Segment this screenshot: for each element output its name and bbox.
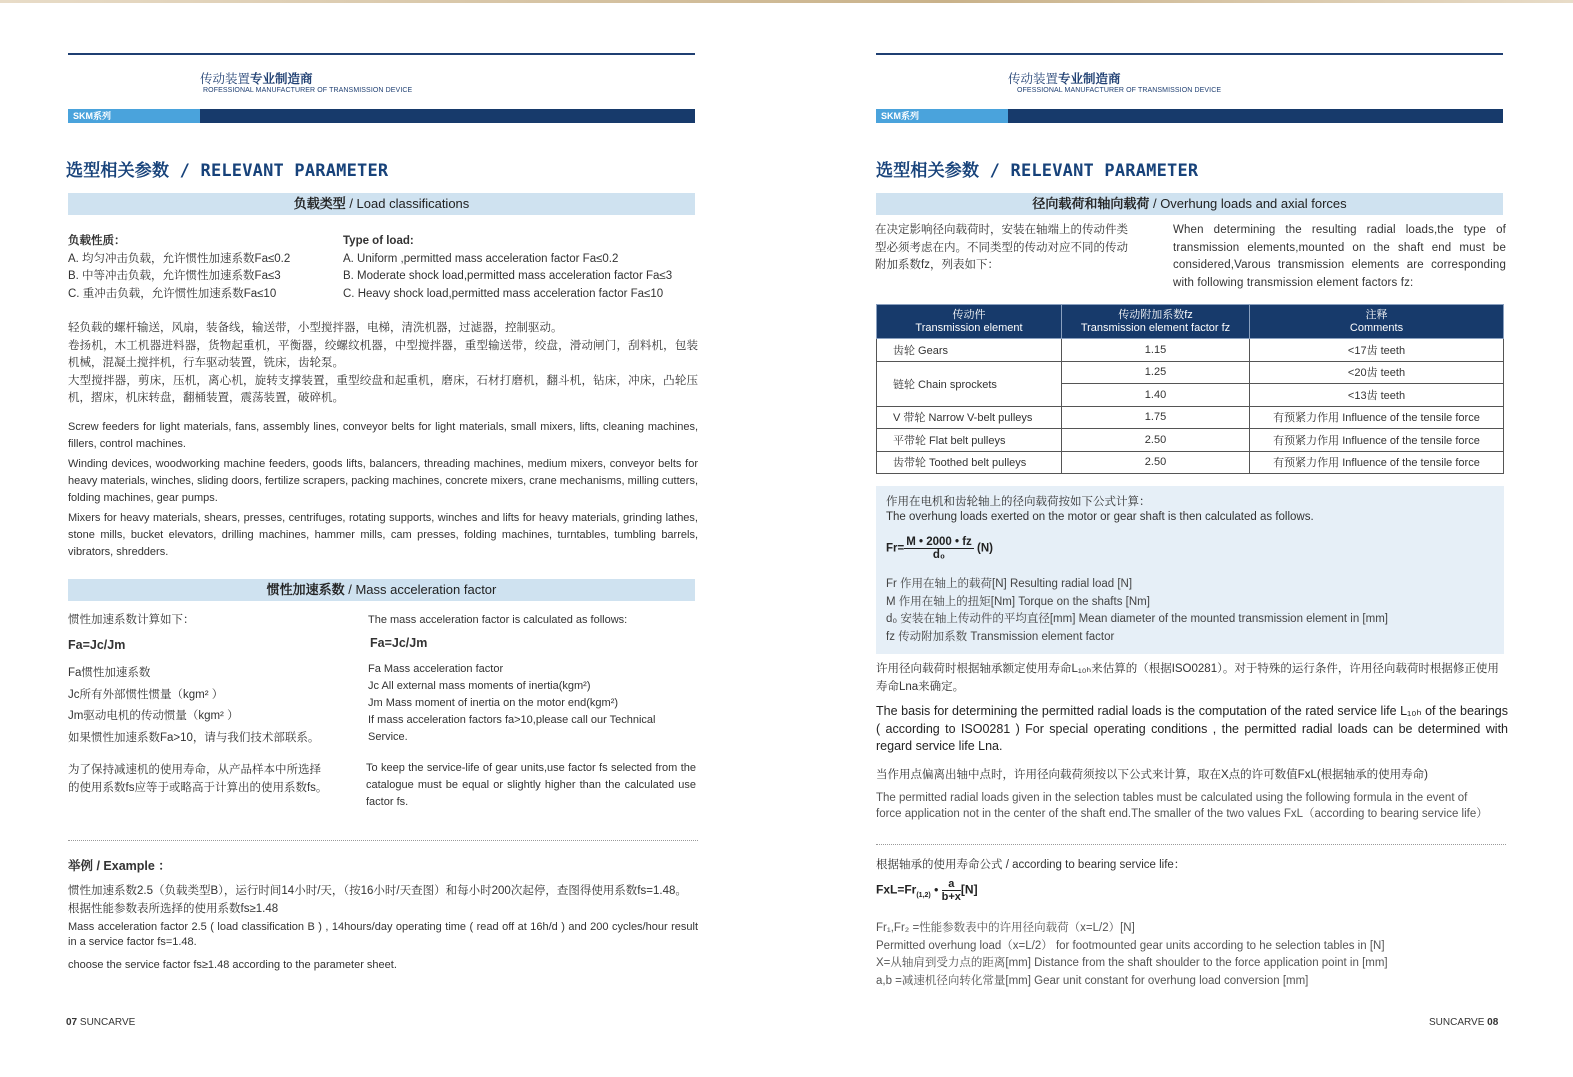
mass-acceleration-bar: 惯性加速系数 / Mass acceleration factor <box>68 579 695 601</box>
table-row: 平带轮 Flat belt pulleys 2.50 有预紧力作用 Influence of the tensile force <box>877 429 1504 452</box>
service-cn: 为了保持减速机的使用寿命，从产品样本中所选择的使用系数fs应等于或略高于计算出的使用系数fs。 <box>68 764 328 794</box>
left-page <box>68 0 700 1077</box>
series-label: SKM系列 <box>876 109 1008 123</box>
permit-en: The basis for determining the permitted radial loads is the computation of the rated service life L₁₀ₕ of the bearings ( according to ISO0281 ) For special operating conditions , the permitted radial loads can be determined with regard service life Lna. <box>876 704 1508 753</box>
table-row: 齿轮 Gears 1.15 <17齿 teeth <box>877 339 1504 362</box>
example-en: Mass acceleration factor 2.5 ( load classification B ) , 14hours/day operating time ( read off at 16h/d ) and 200 cycles/hour result in a service factor fs=1.48. <box>68 921 698 948</box>
formula-definitions: Fr 作用在轴上的载荷[N] Resulting radial load [N] M 作用在轴上的扭矩[Nm] Torque on the shafts [Nm] d₀ 安装在轴上传动件的平均直径[mm] Mean diameter of the mounted transmission element in [mm] fz 传动附加系数 Transmission element factor <box>886 578 1388 643</box>
mass-en-block: The mass acceleration factor is calculated as follows: Fa=Jc/Jm Fa Mass acceleration factor Jc All external mass moments of inertia(kgm²) Jm Mass moment of inertia on the motor end(kgm²) If mass acceleration factors fa>10,please call our Technical Service. <box>368 614 656 743</box>
box-en: The overhung loads exerted on the motor or gear shaft is then calculated as follows. <box>886 511 1314 523</box>
table-row: 1.40 <13齿 teeth <box>877 384 1504 407</box>
load-cn-list: 负载性质： A. 均匀冲击负载，允许惯性加速系数Fa≤0.2 B. 中等冲击负载，允许惯性加速系数Fa≤3 C. 重冲击负载，允许惯性加速系数Fa≤10 <box>68 235 291 300</box>
table-header-row <box>877 305 1504 339</box>
permit-cn: 许用径向载荷时根据轴承额定使用寿命L₁₀ₕ来估算的（根据ISO0281）。对于特殊的运行条件，许用径向载荷时根据修正使用寿命Lna来确定。 <box>876 663 1499 693</box>
footer-right: SUNCARVE 08 <box>1429 1017 1499 1028</box>
offset-en: The permitted radial loads given in the selection tables must be calculated using the following formula in the event of force application not in the center of the shaft end.The smaller of the two values FxL（according to bearing service life） <box>876 792 1488 820</box>
divider-dotted <box>68 840 698 841</box>
header-rule <box>68 53 695 55</box>
section-title: 选型相关参数 / RELEVANT PARAMETER <box>876 161 1199 181</box>
fxl-formula: $FxL=Fr_{(1,2)}$ • $\frac{a}{b+x}$ [N] <box>876 878 978 903</box>
table-header-cell: 注释 Comments <box>1250 305 1504 339</box>
fxl-definitions: Fr₁,Fr₂ =性能参数表中的许用径向载荷（x=L/2）[N] Permitted overhung load（x=L/2） for footmounted gear units according to he selection tables in [N] X=从轴肩到受力点的距离[mm] Distance from the shaft shoulder to the force application point in [mm] a,b =减速机径向转化常量[mm] Gear unit constant for overhung load conversion [mm] <box>876 922 1388 987</box>
box-cn: 作用在电机和齿轮轴上的径向载荷按如下公式计算： <box>886 496 1151 508</box>
series-bar <box>876 109 1503 123</box>
brand-cn: 传动装置专业制造商 <box>200 72 313 86</box>
offset-cn: 当作用点偏离出轴中点时，许用径向载荷须按以下公式来计算，取在X点的许可数值FxL(根据轴承的使用寿命) <box>876 769 1428 781</box>
table-row: V 带轮 Narrow V-belt pulleys 1.75 有预紧力作用 Influence of the tensile force <box>877 406 1504 429</box>
intro-en: When determining the resulting radial loads,the type of transmission elements,mounted on the shaft end must be considered,Varous transmission elements are corresponding with following transmission element factors fz: <box>1173 224 1506 289</box>
example-en-2: choose the service factor fs≥1.48 according to the parameter sheet. <box>68 959 397 971</box>
service-en: To keep the service-life of gear units,use factor fs selected from the catalogue must be equal or slightly higher than the calculated use factor fs. <box>366 762 696 808</box>
mass-cn-block: 惯性加速系数计算如下： Fa=Jc/Jm Fa惯性加速系数 Jc所有外部惯性惯量（kgm² ） Jm驱动电机的传动惯量（kgm² ） 如果惯性加速系数Fa>10，请与我们技术部联系。 <box>68 614 320 744</box>
load-en-list: Type of load: A. Uniform ,permitted mass acceleration factor Fa≤0.2 B. Moderate shock load,permitted mass acceleration factor Fa≤3 C. Heavy shock load,permitted mass acceleration factor Fa≤10 <box>343 235 673 300</box>
example-title: 举例 / Example ： <box>68 859 171 873</box>
series-bar <box>68 109 695 123</box>
header-rule <box>876 53 1503 55</box>
right-page <box>876 0 1508 1077</box>
fr-formula: Fr= $\frac{M • 2000 • fz}{\text{d₀}}$ (N) <box>886 536 993 561</box>
divider-dotted <box>876 844 1506 845</box>
section-title: 选型相关参数 / RELEVANT PARAMETER <box>66 161 389 181</box>
table-header-cell: 传动件 Transmission element <box>877 305 1062 339</box>
transmission-factor-table <box>876 304 1504 474</box>
life-title: 根据轴承的使用寿命公式 / according to bearing service life： <box>876 859 1186 871</box>
table-row: 链轮 Chain sprockets 1.25 <20齿 teeth <box>877 361 1504 384</box>
footer-left: 07 SUNCARVE <box>66 1017 136 1028</box>
formula-box <box>876 486 1504 654</box>
brand-en: OFESSIONAL MANUFACTURER OF TRANSMISSION DEVICE <box>1017 87 1222 94</box>
table-header-cell: 传动附加系数fz Transmission element factor fz <box>1062 305 1250 339</box>
table-row: 齿带轮 Toothed belt pulleys 2.50 有预紧力作用 Influence of the tensile force <box>877 451 1504 474</box>
load-classifications-bar: 负载类型 / Load classifications <box>68 193 695 215</box>
series-label: SKM系列 <box>68 109 200 123</box>
intro-cn: 在决定影响径向载荷时，安装在轴端上的传动件类型必须考虑在内。不同类型的传动对应不同的传动附加系数fz，列表如下： <box>875 224 1128 271</box>
en-load-examples: Screw feeders for light materials, fans, assembly lines, conveyor belts for light materials, small mixers, lifts, cleaning machines, fillers, control machines. Winding devices, woodworking machine feeders, goods lifts, balancers, threading machines, medium mixers, conveyor belts for heavy materials, winches, sliding doors, fertilize scrapers, packing machines, concrete mixers, crane mechanisms, milling cutters, folding machines, gear pumps. Mixers for heavy materials, shears, presses, centrifuges, rotating supports, winches and lifts for heavy materials, grinding lathes, stone mills, bucket elevators, drilling machines, hammer mills, cam presses, folding machines, turntables, tumbling barrels, vibrators, shredders. <box>68 421 698 558</box>
brand-en: ROFESSIONAL MANUFACTURER OF TRANSMISSION DEVICE <box>203 87 413 94</box>
cn-load-examples: 轻负载的螺杆输送，风扇，装备线，输送带，小型搅拌器，电梯，清洗机器，过滤器，控制驱动。 卷扬机，木工机器进料器，货物起重机，平衡器，绞螺纹机器，中型搅拌器，重型输送带，绞盘，滑动闸门，刮料机，包装机械，混凝土搅拌机，行车驱动装置，铣床，齿轮泵。 大型搅拌器，剪床，压机，离心机，旋转支撑装置，重型绞盘和起重机，磨床，石材打磨机，翻斗机，钻床，冲床，凸轮压机，摺床，机床转盘，翻桶装置，震荡装置，破碎机。 <box>68 322 698 404</box>
overhung-loads-bar: 径向载荷和轴向载荷 / Overhung loads and axial forces <box>876 193 1503 215</box>
brand-cn: 传动装置专业制造商 <box>1008 72 1121 86</box>
example-cn: 惯性加速系数2.5（负载类型B），运行时间14小时/天，（按16小时/天查图）和每小时200次起停，查图得使用系数fs=1.48。根据性能参数表所选择的使用系数fs≥1.48 <box>68 885 687 915</box>
